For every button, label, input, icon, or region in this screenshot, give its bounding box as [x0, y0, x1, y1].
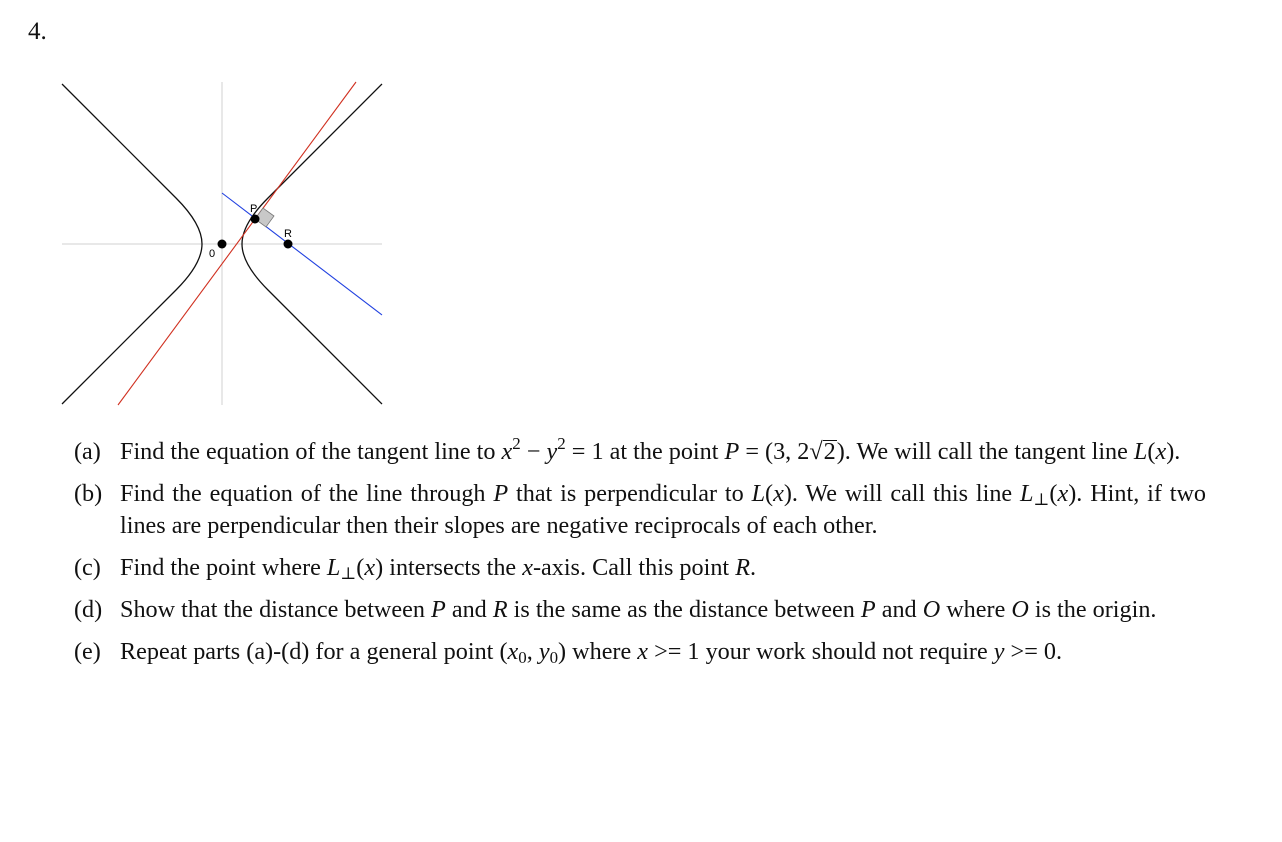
hyperbola-figure: [0, 0, 400, 420]
label-origin: 0: [209, 248, 216, 260]
part-c: (c) Find the point where L⊥(x) intersects the x-axis. Call this point R.: [74, 554, 757, 584]
point-p: [251, 215, 260, 224]
problem-parts: [74, 433, 1207, 678]
point-p-coordinates: P = (3, 2√2): [724, 438, 845, 465]
problem-number: 4.: [28, 18, 47, 45]
point-o: [218, 240, 227, 249]
tangent-line-symbol: L(x): [1133, 438, 1175, 465]
part-a: (a) Find the equation of the tangent line to $x^2 - y^2 = 1$ at the point P = (3, 2√2). We will call the tangent line L(x).: [120, 436, 1206, 468]
hyperbola-equation: $x^2 - y^2 = 1$: [501, 433, 604, 465]
part-b: (b) Find the equation of the line through P that is perpendicular to L(x). We will call this line L⊥(x). Hint, if two lines are perpendicular then their slopes are negative reciprocals of each other.: [74, 480, 1207, 539]
general-point: ($x_0$, $y_0$): [499, 638, 567, 668]
perpendicular-line-symbol: L⊥(x): [1020, 480, 1077, 510]
perpendicular-line: [222, 193, 382, 315]
part-e-label: (e): [74, 638, 101, 665]
part-b-label: (b): [74, 480, 103, 507]
part-d-label: (d): [74, 596, 103, 623]
part-d: (d) Show that the distance between P and R is the same as the distance between P and O where O is the origin.: [120, 594, 1206, 626]
point-r: [284, 240, 293, 249]
label-p: P: [250, 203, 258, 215]
part-c-label: (c): [74, 554, 101, 581]
part-e: (e) Repeat parts (a)-(d) for a general point ($x_0$, $y_0$) where x >= 1 your work should not require y >= 0.: [74, 638, 1063, 668]
part-a-label: (a): [74, 438, 101, 465]
label-r: R: [284, 228, 292, 240]
